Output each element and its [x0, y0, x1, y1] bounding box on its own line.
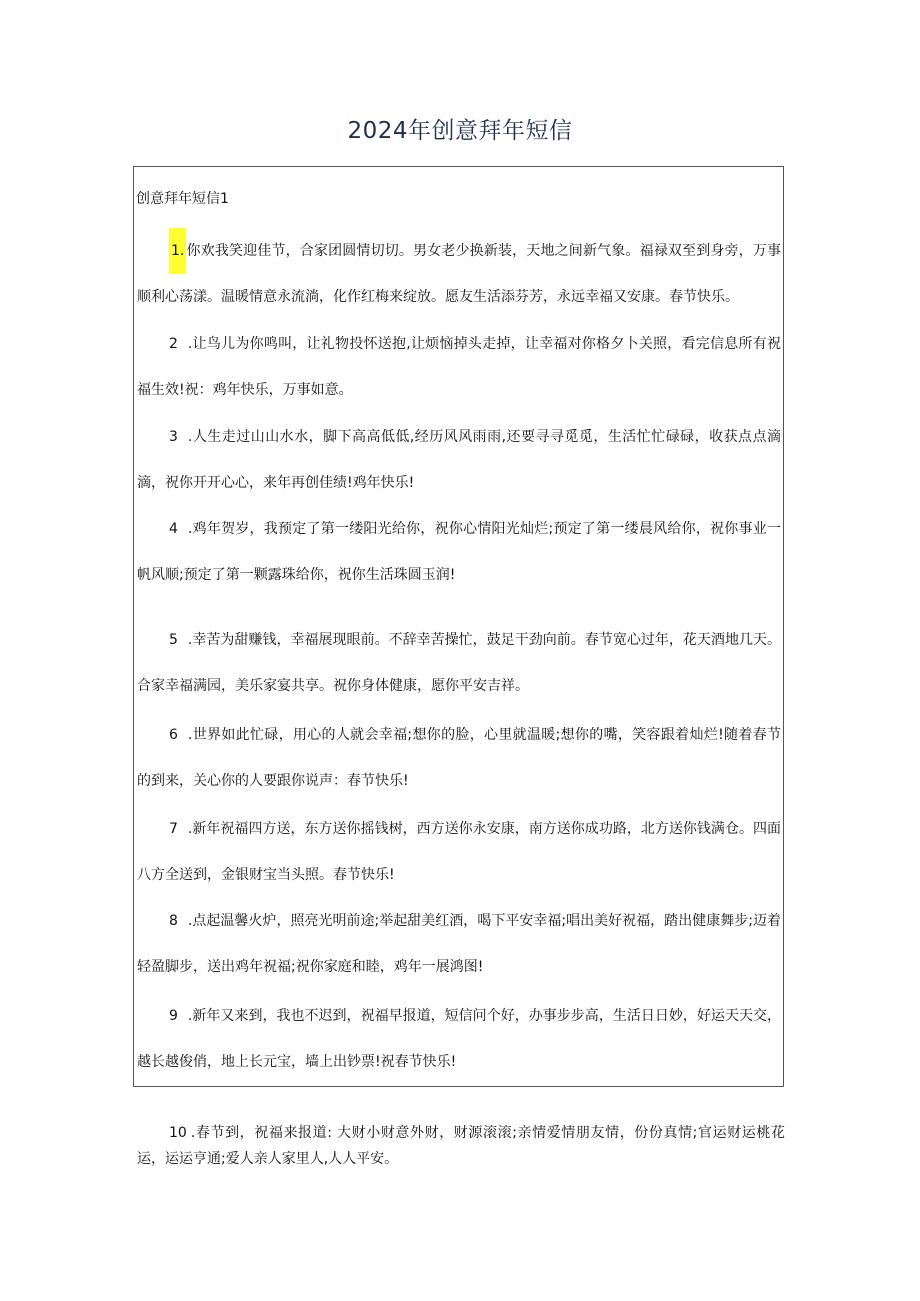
paragraph-text: .世界如此忙碌，用心的人就会幸福;想你的脸，心里就温暖;想你的嘴，笑容跟着灿烂!随着春节的到来，关心你的人要跟你说声：春节快乐! — [137, 727, 781, 789]
paragraph-5 — [137, 617, 781, 709]
paragraph-number: 3 — [169, 429, 178, 445]
paragraph-text: 你欢我笑迎佳节，合家团圆情切切。男女老少换新装，天地之间新气象。福禄双至到身旁，万事顺利心荡漾。温暖情意永流淌，化作红梅来绽放。愿友生活添芬芳，永远幸福又安康。春节快乐。 — [137, 243, 781, 305]
paragraph-2 — [137, 321, 781, 413]
paragraph-6 — [137, 712, 781, 804]
paragraph-number: 2 — [169, 336, 178, 352]
paragraph-8 — [137, 898, 781, 990]
paragraph-number: 1. — [169, 228, 186, 274]
paragraph-number: 9 — [169, 1008, 178, 1024]
section-heading: 创意拜年短信1 — [136, 191, 229, 207]
paragraph-10 — [137, 1120, 785, 1172]
paragraph-text: .人生走过山山水水，脚下高高低低,经历风风雨雨,还要寻寻觅觅，生活忙忙碌碌，收获点点滴滴，祝你开开心心，来年再创佳绩!鸡年快乐! — [137, 429, 781, 491]
paragraph-3 — [137, 414, 781, 506]
paragraph-text: .新年又来到，我也不迟到，祝福早报道，短信问个好，办事步步高，生活日日妙，好运天天交，越长越俊俏，地上长元宝，墙上出钞票!祝春节快乐! — [137, 1008, 781, 1070]
paragraph-text: .春节到，祝福来报道: 大财小财意外财，财源滚滚;亲情爱情朋友情，份份真情;官运财运桃花运，运运亨通;爱人亲人家里人,人人平安。 — [137, 1125, 785, 1167]
paragraph-text: .新年祝福四方送，东方送你摇钱树，西方送你永安康，南方送你成功路，北方送你钱满仓。四面八方全送到，金银财宝当头照。春节快乐! — [137, 821, 781, 883]
paragraph-number: 5 — [169, 632, 178, 648]
paragraph-number: 7 — [169, 821, 178, 837]
paragraph-text: .鸡年贺岁，我预定了第一缕阳光给你，祝你心情阳光灿烂;预定了第一缕晨风给你，祝你事业一帆风顺;预定了第一颗露珠给你，祝你生活珠圆玉润! — [137, 521, 781, 583]
paragraph-text: .让鸟儿为你鸣叫，让礼物投怀送抱,让烦恼掉头走掉，让幸福对你格夕卜关照，看完信息所有祝福生效!祝：鸡年快乐，万事如意。 — [137, 336, 781, 398]
paragraph-4 — [137, 506, 781, 598]
paragraph-number: 10 — [169, 1125, 187, 1141]
paragraph-text: .点起温馨火炉，照亮光明前途;举起甜美红酒，喝下平安幸福;唱出美好祝福，踏出健康舞步;迈着轻盈脚步，送出鸡年祝福;祝你家庭和睦，鸡年一展鸿图! — [137, 913, 781, 975]
paragraph-1 — [137, 228, 781, 320]
paragraph-number: 6 — [169, 727, 178, 743]
paragraph-number: 4 — [169, 521, 178, 537]
paragraph-9 — [137, 993, 781, 1085]
document-title: 2024年创意拜年短信 — [347, 118, 573, 144]
paragraph-7 — [137, 806, 781, 898]
paragraph-number: 8 — [169, 913, 178, 929]
paragraph-text: .幸苦为甜赚钱，幸福展现眼前。不辞幸苦操忙，鼓足干劲向前。春节宽心过年，花天酒地几天。合家幸福满园，美乐家宴共享。祝你身体健康，愿你平安吉祥。 — [137, 632, 781, 694]
